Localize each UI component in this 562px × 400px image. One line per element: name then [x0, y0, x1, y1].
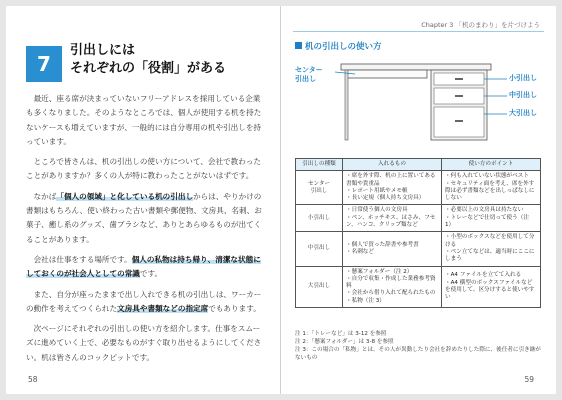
desk-illustration — [295, 54, 541, 146]
footnote-3: 注 3：この場合の「私物」とは、その人が異動したり会社を辞めたりした際に、後任者に引き継がないもの — [295, 347, 541, 361]
paragraph-text: からは、やりかけの書類はもちろん、使い終わった古い書類や郵便物、文房具、名刺、お菓子、癒し系のグッズ、歯ブラシなど、ありとあらゆるものが出てくることがあります。 — [26, 191, 262, 244]
section-title-line1: 引出しには — [70, 43, 136, 58]
footnotes — [295, 330, 545, 362]
table-cell-tips: ・小型のボックスなどを使用して分ける ・ペン立てなどは、適当時にここにしまう — [442, 232, 541, 266]
column-header-kind: 引出しの種類 — [296, 159, 343, 171]
paragraph-text: 会社は仕事をする場所です。 — [33, 254, 132, 264]
footnote-1: 注 1：「トレーなど」は 3-12 を参照 — [295, 331, 387, 337]
body-paragraph — [26, 322, 266, 365]
table-cell-tips: ・必要以上の文房具は持たない ・トレーなどで仕切って使う（注 1） — [442, 205, 541, 232]
table-cell-items: ・日常使う個人の文房具 ・ペン、ホッチキス、はさみ、フセン、ハンコ、クリップ類など — [343, 205, 442, 232]
label-middle-drawer: 中引出し — [509, 91, 537, 99]
table-cell-items: ・懸案フォルダー（注 2） ・自分で収集・作成した業務参考資料 ・会社から借り入れて配られたもの ・私物（注 3） — [343, 266, 442, 307]
subheading-text: 机の引出しの使い方 — [305, 42, 382, 52]
label-large-drawer: 大引出し — [509, 109, 537, 117]
body-paragraph — [26, 253, 266, 282]
table-cell-items: ・個人で買った辞書や参考書 ・名刺など — [343, 232, 442, 266]
footnote-2: 注 2：「懸案フォルダー」は 3-8 を参照 — [295, 339, 394, 345]
table-row — [296, 266, 541, 307]
running-header: Chapter 3 「机のまわり」を片づけよう — [421, 21, 540, 29]
table-cell-kind: 小引出し — [296, 205, 343, 232]
section-number-badge: 7 — [26, 46, 62, 82]
drawer-usage-table — [295, 158, 541, 308]
square-bullet-icon — [295, 42, 302, 49]
right-page — [281, 6, 556, 394]
table-row — [296, 205, 541, 232]
page-number-right: 59 — [524, 375, 534, 384]
table-row — [296, 171, 541, 205]
subheading — [295, 40, 382, 52]
table-cell-tips: ・何も入れていない状態がベスト ・セキュリティ面を考え、席を外す際は必ず書類などを出しっぱなしにしない — [442, 171, 541, 205]
paragraph-text: また、自分が座ったままで出し入れできる机の引出しは、ワーカーの動作を考えてつくられた — [26, 289, 262, 313]
body-paragraph — [26, 190, 266, 247]
column-header-items: 入れるもの — [343, 159, 442, 171]
paragraph-text: 次ページにそれぞれの引出しの使い方を紹介します。仕事をスムーズに進めていく上で、必要なものがすぐ取り出せるようにしてください。机は皆さんのコックピットです。 — [26, 324, 262, 362]
column-header-tips: 使い方のポイント — [442, 159, 541, 171]
emphasis-text: 個人の私物は持ち帰り、清潔な状態にしておくのが社会人としての常識 — [26, 254, 261, 279]
table-header-row — [296, 159, 541, 171]
body-paragraph — [26, 92, 266, 149]
desk-diagram — [295, 54, 541, 146]
body-paragraph — [26, 155, 266, 184]
table-cell-kind: センター 引出し — [296, 171, 343, 205]
label-center-drawer: センター 引出し — [295, 66, 323, 83]
body-paragraph — [26, 288, 266, 317]
section-heading — [26, 42, 266, 82]
paragraph-text: なかば — [33, 191, 57, 201]
body-text — [26, 92, 266, 371]
emphasis-text: 「個人の領域」と化している机の引出し — [56, 191, 194, 201]
left-page — [6, 6, 281, 394]
paragraph-text: 最近、座る席が決まっていないフリーアドレスを採用している企業も多くなりました。そのようなところでは、個人が使用する机を持たないケースも増えていますが、一般的には自分専用の机や引出しを持っています。 — [26, 94, 262, 146]
emphasis-text: 文房具や書類などの指定席 — [117, 303, 209, 313]
page-number-left: 58 — [28, 375, 38, 384]
table-cell-tips: ・A4 ファイルを立てて入れる ・A4 横型のボックスファイルなどを使用して、区分けすると使いやすい — [442, 266, 541, 307]
section-title-line2: それぞれの「役割」がある — [70, 61, 227, 76]
table-cell-kind: 中引出し — [296, 232, 343, 266]
paragraph-text: です。 — [139, 269, 163, 279]
label-small-drawer: 小引出し — [509, 74, 537, 82]
paragraph-text: ところで皆さんは、机の引出しの使い方について、会社で教わったことがありますか？多くの人が特に教わったことがないはずです。 — [26, 157, 261, 181]
paragraph-text: でもあります。 — [208, 303, 261, 313]
table-cell-items: ・席を外す際、机の上に置いてある書類や貴重品 ・レポート用紙やメモ帳 ・長い定規（個人持ち文房具） — [343, 171, 442, 205]
table-row — [296, 232, 541, 266]
header-rule — [293, 31, 544, 32]
section-title — [70, 42, 226, 78]
table-cell-kind: 大引出し — [296, 266, 343, 307]
